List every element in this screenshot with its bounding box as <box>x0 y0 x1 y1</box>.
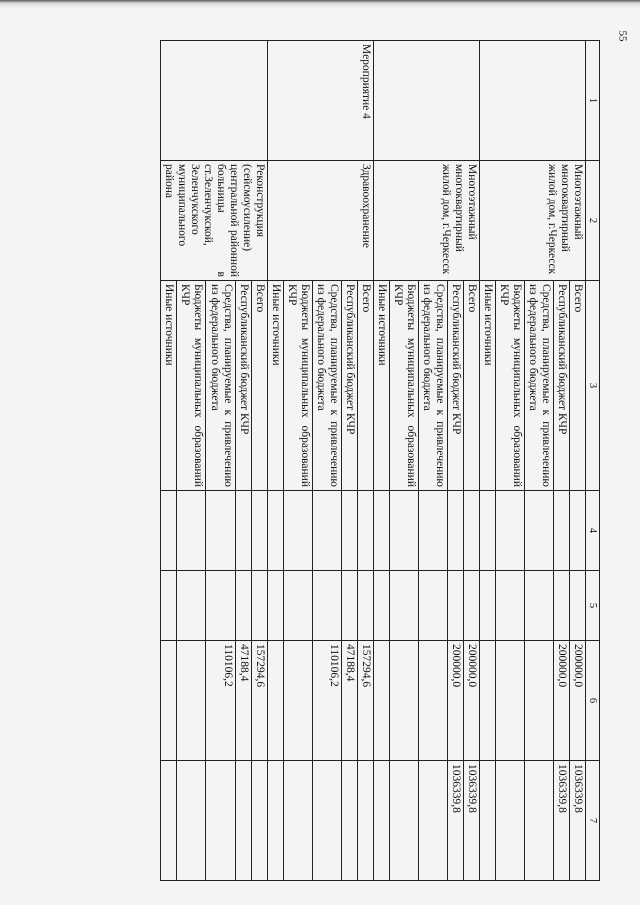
cell-value-c4 <box>177 491 206 571</box>
cell-value-c7 <box>419 761 448 881</box>
cell-value-c5 <box>570 571 586 641</box>
cell-value-c4 <box>464 491 480 571</box>
cell-value-c7 <box>480 761 496 881</box>
cell-value-c4 <box>342 491 358 571</box>
cell-value-c6: 110106,2 <box>313 641 342 761</box>
cell-value-c6: 47188,4 <box>342 641 358 761</box>
col-header: 3 <box>586 281 600 491</box>
cell-value-c7: 1036339,8 <box>570 761 586 881</box>
cell-object: Многоэтажный многоквартирный жилой дом, г.Черкесск <box>374 161 480 281</box>
table-row <box>358 41 374 881</box>
cell-value-c4 <box>161 491 177 571</box>
cell-source: Средства, планируемые к привлечению из федерального бюджета <box>206 281 235 491</box>
cell-value-c5 <box>161 571 177 641</box>
cell-source: Всего <box>464 281 480 491</box>
cell-value-c6 <box>268 641 284 761</box>
page-number: 55 <box>616 30 629 42</box>
cell-object: Многоэтажный многоквартирный жилой дом, г.Черкесск <box>480 161 586 281</box>
cell-event <box>480 41 586 161</box>
cell-value-c5 <box>313 571 342 641</box>
cell-value-c7: 1036339,8 <box>464 761 480 881</box>
cell-value-c4 <box>480 491 496 571</box>
cell-value-c5 <box>358 571 374 641</box>
cell-value-c4 <box>206 491 235 571</box>
table-body <box>161 41 586 881</box>
cell-value-c5 <box>251 571 267 641</box>
cell-value-c5 <box>390 571 419 641</box>
cell-value-c4 <box>448 491 464 571</box>
cell-value-c7 <box>390 761 419 881</box>
cell-value-c5 <box>525 571 554 641</box>
col-header: 1 <box>586 41 600 161</box>
cell-value-c5 <box>480 571 496 641</box>
cell-source: Республиканский бюджет КЧР <box>448 281 464 491</box>
cell-value-c7 <box>161 761 177 881</box>
cell-event <box>374 41 480 161</box>
cell-value-c4 <box>268 491 284 571</box>
cell-source: Всего <box>570 281 586 491</box>
cell-source: Средства, планируемые к привлечению из федерального бюджета <box>525 281 554 491</box>
cell-value-c7 <box>284 761 313 881</box>
cell-event: Мероприятие 4 <box>268 41 374 161</box>
cell-source: Средства, планируемые к привлечению из федерального бюджета <box>313 281 342 491</box>
cell-value-c4 <box>358 491 374 571</box>
cell-value-c7: 1036339,8 <box>448 761 464 881</box>
cell-value-c4 <box>313 491 342 571</box>
cell-value-c4 <box>496 491 525 571</box>
col-header: 6 <box>586 641 600 761</box>
cell-source: Всего <box>358 281 374 491</box>
cell-value-c5 <box>206 571 235 641</box>
cell-value-c7 <box>525 761 554 881</box>
cell-value-c4 <box>570 491 586 571</box>
cell-value-c7 <box>374 761 390 881</box>
cell-value-c6 <box>177 641 206 761</box>
cell-value-c7 <box>177 761 206 881</box>
cell-value-c6 <box>161 641 177 761</box>
cell-value-c4 <box>525 491 554 571</box>
cell-value-c5 <box>235 571 251 641</box>
budget-table <box>160 40 600 881</box>
table-row <box>570 41 586 881</box>
cell-value-c5 <box>177 571 206 641</box>
rotated-table-container <box>40 40 600 880</box>
cell-source: Бюджеты муниципальных образований КЧР <box>496 281 525 491</box>
cell-value-c5 <box>419 571 448 641</box>
cell-value-c6: 110106,2 <box>206 641 235 761</box>
cell-value-c7 <box>342 761 358 881</box>
cell-value-c4 <box>284 491 313 571</box>
cell-value-c6 <box>419 641 448 761</box>
cell-value-c4 <box>235 491 251 571</box>
cell-value-c6: 47188,4 <box>235 641 251 761</box>
cell-source: Бюджеты муниципальных образований КЧР <box>284 281 313 491</box>
cell-value-c6: 200000,0 <box>448 641 464 761</box>
cell-value-c6: 157294,6 <box>251 641 267 761</box>
cell-value-c6: 157294,6 <box>358 641 374 761</box>
cell-value-c6 <box>480 641 496 761</box>
cell-source: Иные источники <box>268 281 284 491</box>
cell-value-c6: 200000,0 <box>464 641 480 761</box>
col-header: 4 <box>586 491 600 571</box>
col-header: 5 <box>586 571 600 641</box>
cell-source: Республиканский бюджет КЧР <box>342 281 358 491</box>
cell-value-c7 <box>251 761 267 881</box>
cell-value-c7 <box>496 761 525 881</box>
cell-source: Иные источники <box>374 281 390 491</box>
cell-object: Реконструкция (сейсмоусиление) центральной районной больницы в ст.Зеленчукской, Зеленчукского муниципального района <box>161 161 268 281</box>
header-row <box>586 41 600 881</box>
cell-value-c5 <box>374 571 390 641</box>
cell-event <box>161 41 268 161</box>
cell-value-c4 <box>554 491 570 571</box>
cell-value-c6 <box>284 641 313 761</box>
table-row <box>464 41 480 881</box>
scan-edge-shadow <box>0 0 640 8</box>
cell-value-c6 <box>374 641 390 761</box>
cell-value-c6 <box>496 641 525 761</box>
cell-source: Республиканский бюджет КЧР <box>235 281 251 491</box>
col-header: 7 <box>586 761 600 881</box>
cell-object: Здравоохранение <box>268 161 374 281</box>
cell-value-c7 <box>206 761 235 881</box>
cell-source: Средства, планируемые к привлечению из федерального бюджета <box>419 281 448 491</box>
cell-value-c4 <box>374 491 390 571</box>
cell-value-c7: 1036339,8 <box>554 761 570 881</box>
cell-value-c5 <box>268 571 284 641</box>
cell-value-c6 <box>390 641 419 761</box>
cell-value-c7 <box>313 761 342 881</box>
cell-source: Республиканский бюджет КЧР <box>554 281 570 491</box>
table-row <box>251 41 267 881</box>
cell-source: Иные источники <box>480 281 496 491</box>
cell-value-c4 <box>390 491 419 571</box>
cell-value-c5 <box>342 571 358 641</box>
cell-source: Бюджеты муниципальных образований КЧР <box>177 281 206 491</box>
cell-source: Иные источники <box>161 281 177 491</box>
cell-value-c4 <box>251 491 267 571</box>
cell-value-c5 <box>284 571 313 641</box>
col-header: 2 <box>586 161 600 281</box>
cell-value-c6: 200000,0 <box>554 641 570 761</box>
cell-value-c6: 200000,0 <box>570 641 586 761</box>
cell-source: Всего <box>251 281 267 491</box>
cell-value-c5 <box>554 571 570 641</box>
cell-value-c5 <box>496 571 525 641</box>
cell-value-c5 <box>464 571 480 641</box>
cell-value-c5 <box>448 571 464 641</box>
cell-source: Бюджеты муниципальных образований КЧР <box>390 281 419 491</box>
cell-value-c7 <box>268 761 284 881</box>
cell-value-c7 <box>235 761 251 881</box>
cell-value-c6 <box>525 641 554 761</box>
cell-value-c7 <box>358 761 374 881</box>
cell-value-c4 <box>419 491 448 571</box>
